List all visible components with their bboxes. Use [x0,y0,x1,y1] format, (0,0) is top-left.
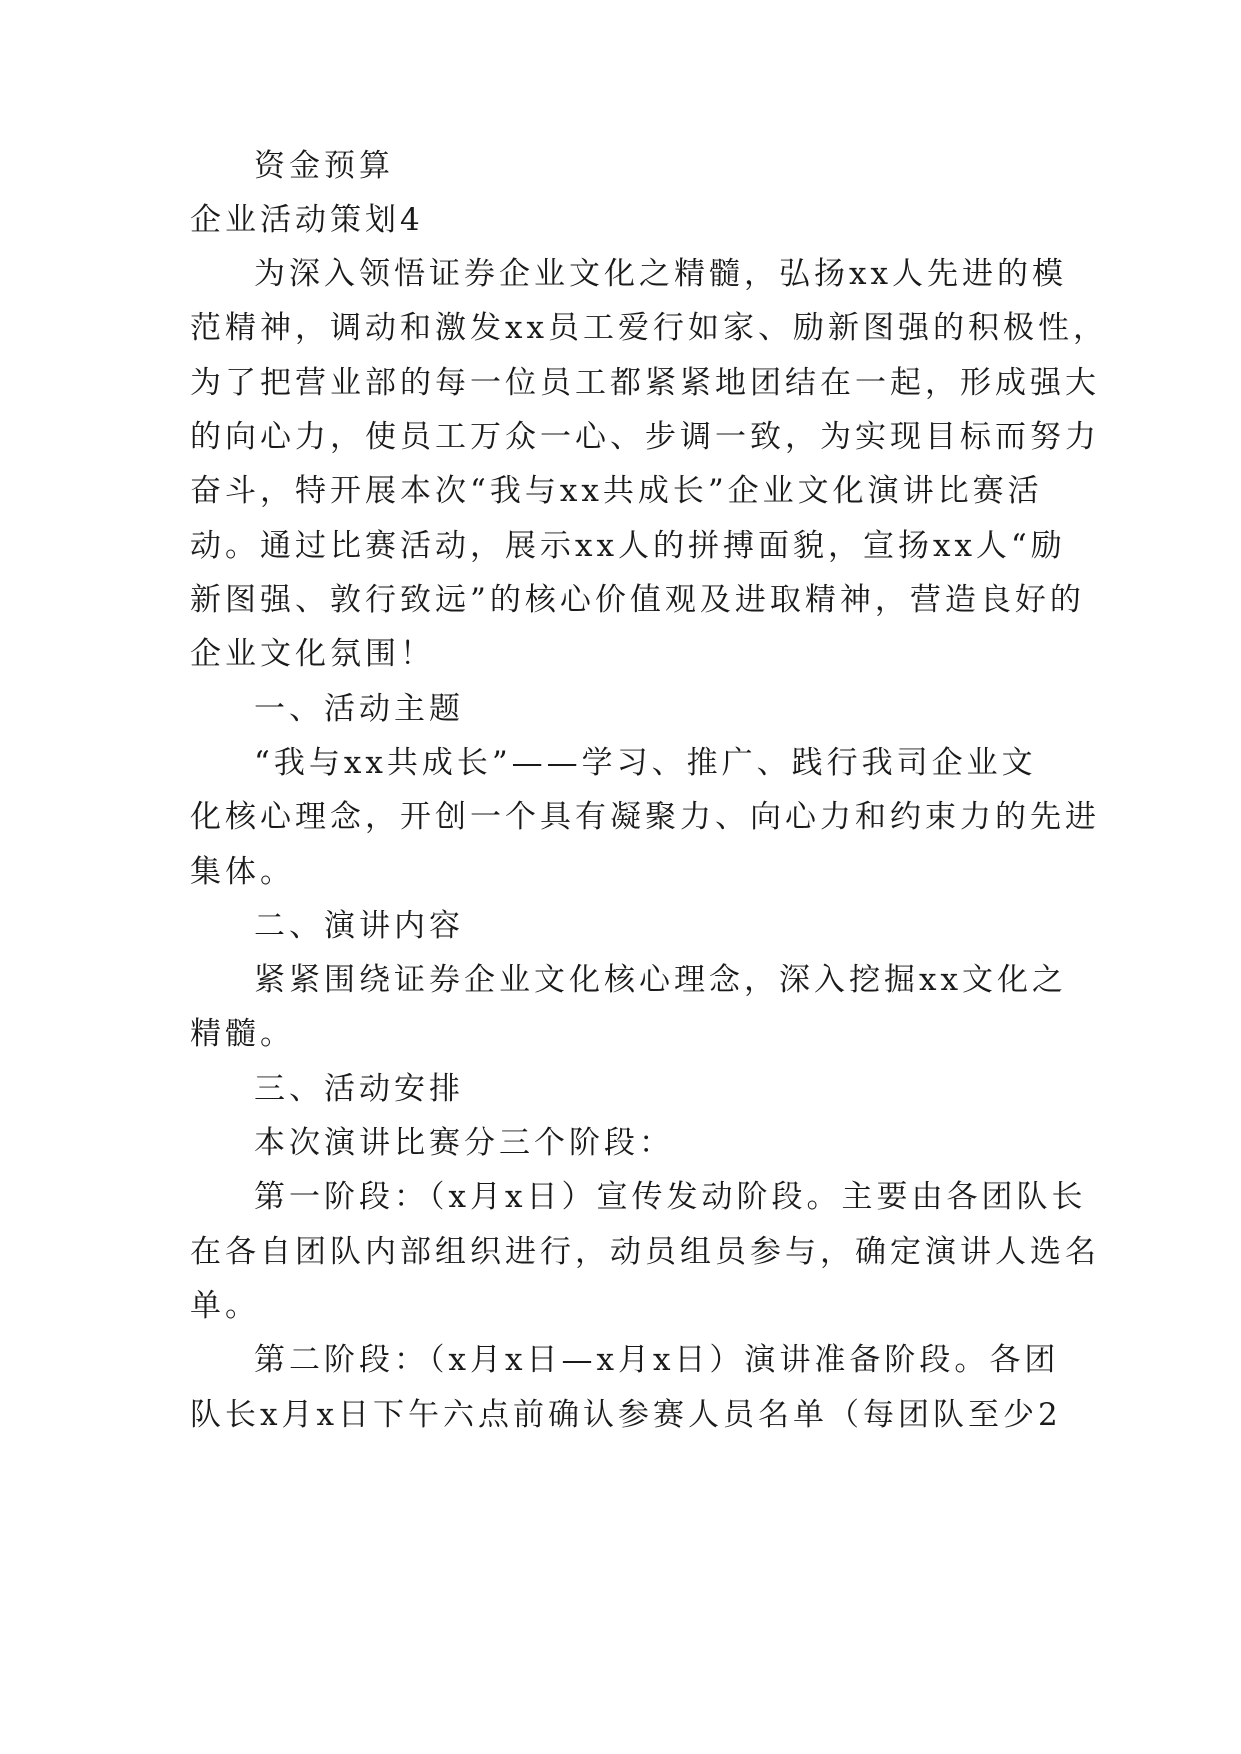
text-line: 第二阶段：（x月x日—x月x日）演讲准备阶段。各团 [254,1342,1060,1378]
text-line: 本次演讲比赛分三个阶段： [254,1125,674,1161]
text-line: 第一阶段：（x月x日）宣传发动阶段。主要由各团队长 [254,1179,1087,1215]
text-line: 为了把营业部的每一位员工都紧紧地团结在一起，形成强大 [190,365,1100,401]
text-line: 的向心力，使员工万众一心、步调一致，为实现目标而努力 [190,419,1100,455]
text-line: 集体。 [190,854,295,890]
text-line: “我与xx共成长”——学习、推广、践行我司企业文 [254,745,1037,781]
text-line: 在各自团队内部组织进行，动员组员参与，确定演讲人选名 [190,1234,1100,1270]
text-line: 单。 [190,1288,260,1324]
section-heading: 二、演讲内容 [254,908,464,944]
text-line: 精髓。 [190,1016,295,1052]
text-line: 队长x月x日下午六点前确认参赛人员名单（每团队至少2 [190,1397,1062,1433]
section-heading: 企业活动策划4 [190,202,424,238]
text-line: 企业文化氛围！ [190,636,435,672]
section-heading: 三、活动安排 [254,1071,464,1107]
text-line: 资金预算 [254,148,394,184]
text-line: 新图强、敦行致远”的核心价值观及进取精神，营造良好的 [190,582,1085,618]
section-heading: 一、活动主题 [254,691,464,727]
text-line: 为深入领悟证券企业文化之精髓，弘扬xx人先进的模 [254,256,1067,292]
text-line: 化核心理念，开创一个具有凝聚力、向心力和约束力的先进 [190,799,1100,835]
text-line: 奋斗，特开展本次“我与xx共成长”企业文化演讲比赛活 [190,473,1043,509]
text-line: 紧紧围绕证券企业文化核心理念，深入挖掘xx文化之 [254,962,1067,998]
text-line: 范精神，调动和激发xx员工爱行如家、励新图强的积极性， [190,310,1108,346]
text-line: 动。通过比赛活动，展示xx人的拼搏面貌，宣扬xx人“励 [190,528,1066,564]
